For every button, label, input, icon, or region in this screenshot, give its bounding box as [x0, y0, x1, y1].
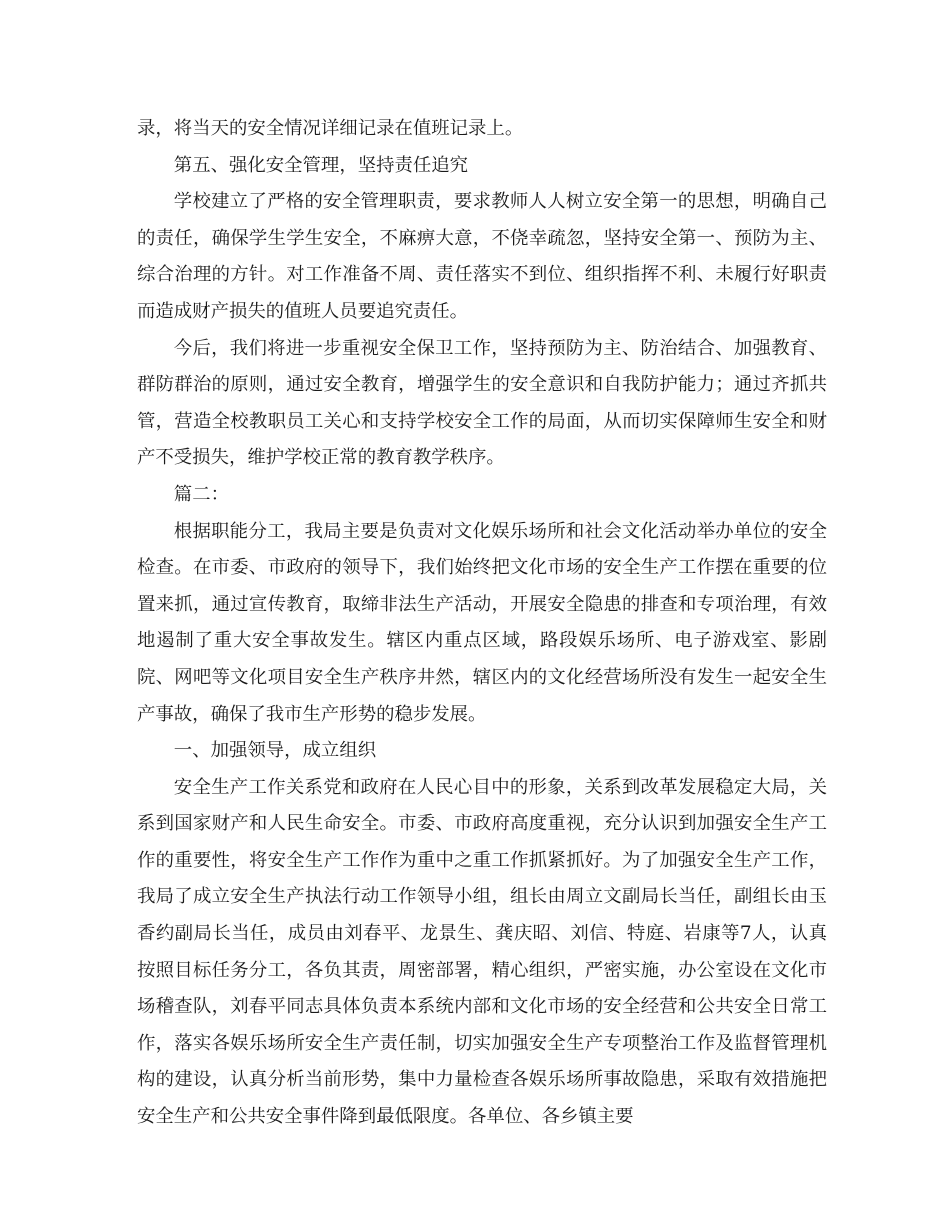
paragraph-continuation: 录，将当天的安全情况详细记录在值班记录上。 — [137, 118, 524, 139]
paragraph: 学校建立了严格的安全管理职责，要求教师人人树立安全第一的思想，明确自己的责任，确保学生学生安全，不麻痹大意，不侥幸疏忽，坚持安全第一、预防为主、综合治理的方针。对工作准备不周、责任落实不到位、组织指挥不利、未履行好职责而造成财产损失的值班人员要追究责任。 — [137, 191, 827, 322]
section-heading-1: 一、加强领导，成立组织 — [173, 740, 377, 762]
section-heading-5: 第五、强化安全管理，坚持责任追究 — [173, 154, 469, 176]
paragraph: 今后，我们将进一步重视安全保卫工作，坚持预防为主、防治结合、加强教育、群防群治的原则，通过安全教育，增强学生的安全意识和自我防护能力；通过齐抓共管，营造全校教职员工关心和支持学校安全工作的局面，从而切实保障师生安全和财产不受损失，维护学校正常的教育教学秩序。 — [137, 337, 827, 469]
paragraph: 安全生产工作关系党和政府在人民心目中的形象，关系到改革发展稳定大局，关系到国家财产和人民生命安全。市委、市政府高度重视，充分认识到加强安全生产工作的重要性，将安全生产工作作为重中之重工作抓紧抓好。为了加强安全生产工作，我局了成立安全生产执法行动工作领导小组，组长由周立文副局长当任，副组长由玉香约副局长当任，成员由刘春平、龙景生、龚庆昭、刘信、特庭、岩康等7人，认真按照目标任务分工，各负其责，周密部署，精心组织，严密实施，办公室设在文化市场稽查队，刘春平同志具体负责本系统内部和文化市场的安全经营和公共安全日常工作，落实各娱乐场所安全生产责任制，切实加强安全生产专项整治工作及监督管理机构的建设，认真分析当前形势，集中力量检查各娱乐场所事故隐患，采取有效措施把安全生产和公共安全事件降到最低限度。各单位、各乡镇主要 — [137, 776, 827, 1128]
part-heading: 篇二： — [173, 483, 229, 505]
paragraph: 根据职能分工，我局主要是负责对文化娱乐场所和社会文化活动举办单位的安全检查。在市委、市政府的领导下，我们始终把文化市场的安全生产工作摆在重要的位置来抓，通过宣传教育，取缔非法生产活动，开展安全隐患的排查和专项治理，有效地遏制了重大安全事故发生。辖区内重点区域，路段娱乐场所、电子游戏室、影剧院、网吧等文化项目安全生产秩序井然，辖区内的文化经营场所没有发生一起安全生产事故，确保了我市生产形势的稳步发展。 — [137, 520, 827, 725]
document-body — [137, 111, 827, 1136]
